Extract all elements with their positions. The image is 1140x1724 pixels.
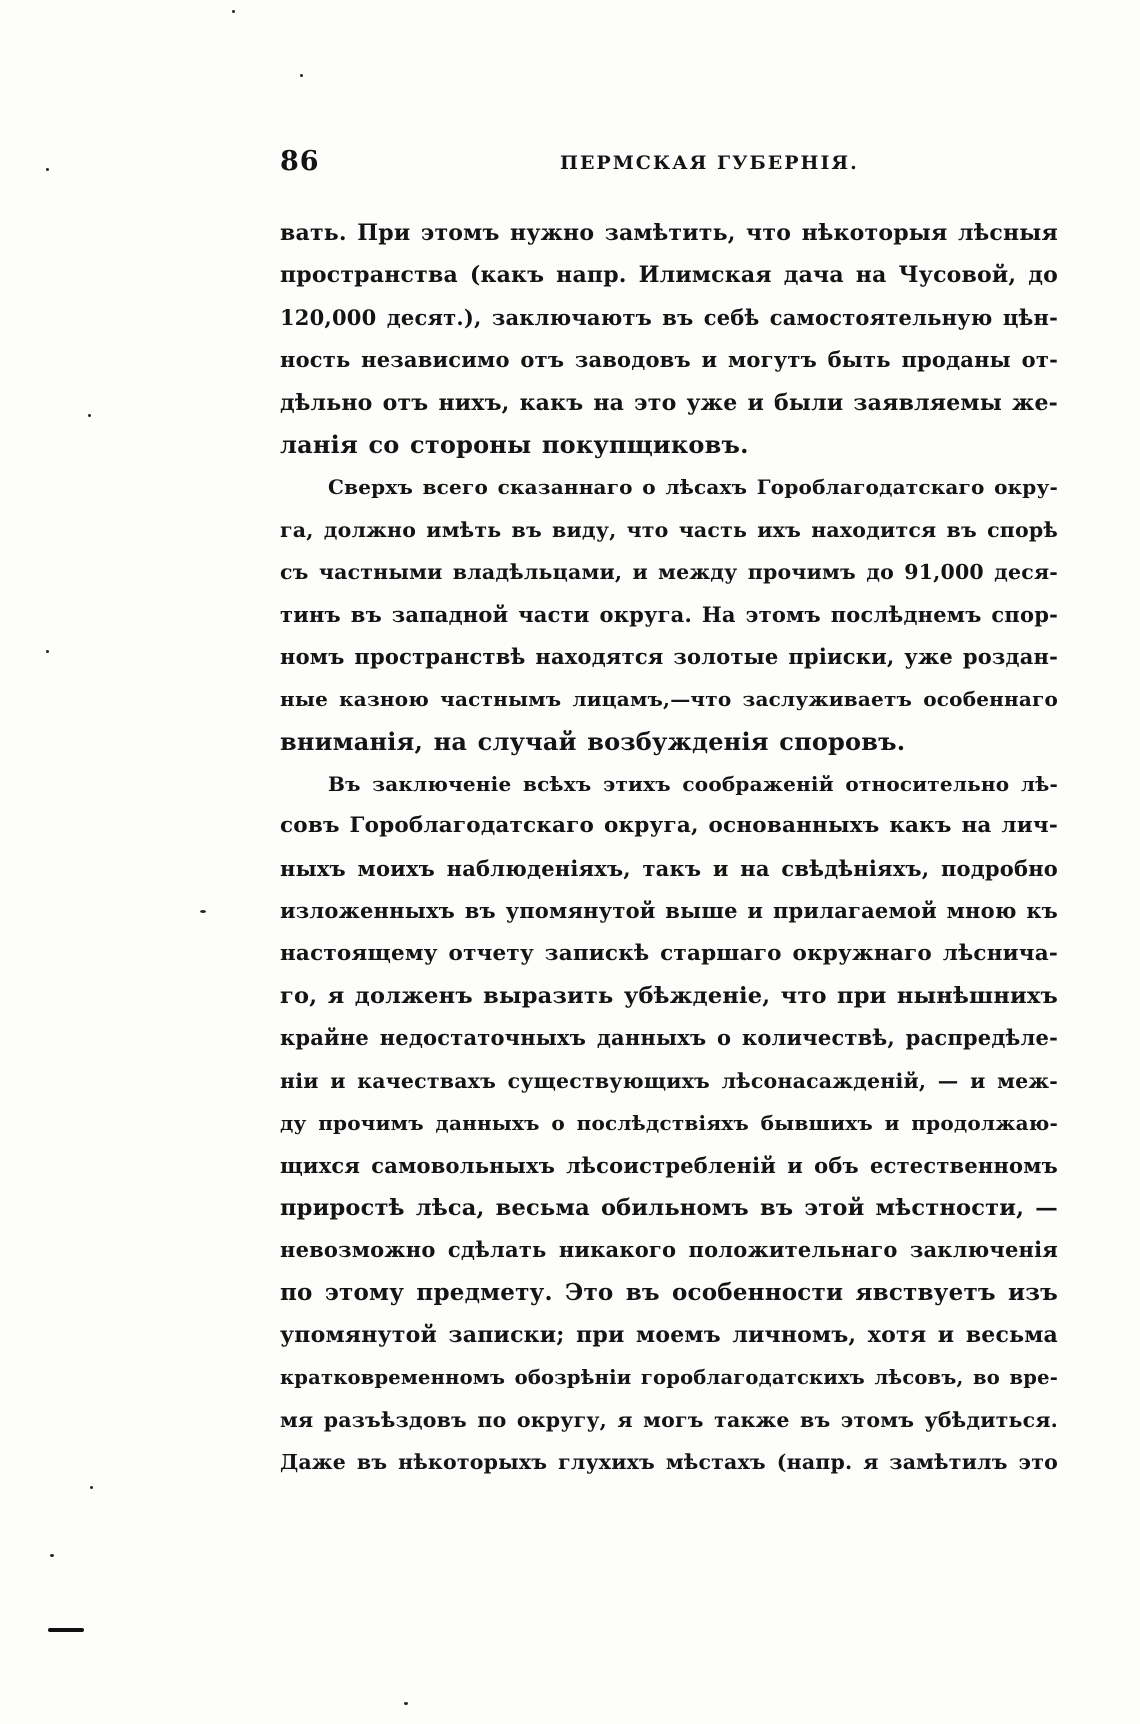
text-line: вниманія, на случай возбужденія споровъ.	[280, 726, 906, 756]
text-line: Въ заключеніе всѣхъ этихъ соображеній относительно лѣ-	[328, 772, 1058, 797]
text-line: ные казною частнымъ лицамъ,—что заслуживаетъ особеннаго	[280, 687, 1058, 712]
scan-speck	[88, 414, 91, 417]
text-line: ду прочимъ данныхъ о послѣдствіяхъ бывшихъ и продолжаю-	[280, 1111, 1058, 1136]
page-number: 86	[280, 146, 320, 177]
text-line: Сверхъ всего сказаннаго о лѣсахъ Гороблагодатскаго окру-	[328, 475, 1058, 500]
scan-speck	[50, 1554, 54, 1557]
scan-speck	[46, 168, 49, 171]
text-line: изложенныхъ въ упомянутой выше и прилагаемой мною къ	[280, 898, 1058, 924]
text-line: тинъ въ западной части округа. На этомъ послѣднемъ спор-	[280, 601, 1058, 627]
scan-dash-mark	[48, 1628, 84, 1632]
text-line: номъ пространствѣ находятся золотые пріиски, уже роздан-	[280, 643, 1058, 669]
text-line: 120,000 десят.), заключаютъ въ себѣ самостоятельную цѣн-	[280, 304, 1058, 330]
text-line: по этому предмету. Это въ особенности явствуетъ изъ	[280, 1278, 1058, 1306]
text-line: упомянутой записки; при моемъ личномъ, хотя и весьма	[280, 1322, 1058, 1349]
text-line: совъ Гороблагодатскаго округа, основанныхъ какъ на лич-	[280, 813, 1058, 839]
text-line: приростѣ лѣса, весьма обильномъ въ этой мѣстности, —	[280, 1194, 1058, 1221]
text-line: крайне недостаточныхъ данныхъ о количествѣ, распредѣле-	[280, 1025, 1058, 1051]
text-line: Даже въ нѣкоторыхъ глухихъ мѣстахъ (напр. я замѣтилъ это	[280, 1450, 1058, 1475]
text-line: ность независимо отъ заводовъ и могутъ быть проданы от-	[280, 347, 1058, 373]
text-line: настоящему отчету запискѣ старшаго окружнаго лѣснича-	[280, 940, 1058, 966]
text-line: ніи и качествахъ существующихъ лѣсонасажденій, — и меж-	[280, 1068, 1058, 1093]
text-line: щихся самовольныхъ лѣсоистребленій и объ естественномъ	[280, 1152, 1058, 1178]
scan-speck	[404, 1702, 408, 1705]
text-line: кратковременномъ обозрѣніи гороблагодатскихъ лѣсовъ, во вре-	[280, 1365, 1058, 1389]
text-line: ныхъ моихъ наблюденіяхъ, такъ и на свѣдѣніяхъ, подробно	[280, 855, 1058, 881]
scan-speck	[46, 650, 49, 653]
scan-speck	[90, 1486, 93, 1489]
scan-speck	[200, 910, 206, 913]
text-line: ланія со стороны покупщиковъ.	[280, 429, 749, 459]
page-header	[280, 146, 1060, 186]
text-line: мя разъѣздовъ по округу, я могъ также въ этомъ убѣдиться.	[280, 1407, 1058, 1432]
text-line: невозможно сдѣлать никакого положительнаго заключенія	[280, 1237, 1058, 1263]
text-line: съ частными владѣльцами, и между прочимъ до 91,000 деся-	[280, 560, 1058, 585]
scan-speck	[300, 74, 303, 77]
running-title: ПЕРМСКАЯ ГУБЕРНІЯ.	[560, 152, 859, 174]
text-line: га, должно имѣть въ виду, что часть ихъ находится въ спорѣ	[280, 517, 1058, 542]
scan-speck	[232, 10, 235, 13]
text-line: вать. При этомъ нужно замѣтить, что нѣкоторыя лѣсныя	[280, 220, 1058, 246]
text-line: пространства (какъ напр. Илимская дача на Чусовой, до	[280, 262, 1058, 289]
text-line: дѣльно отъ нихъ, какъ на это уже и были заявляемы же-	[280, 389, 1058, 416]
body-text	[280, 212, 1058, 1484]
text-line: го, я долженъ выразить убѣжденіе, что при нынѣшнихъ	[280, 983, 1058, 1010]
